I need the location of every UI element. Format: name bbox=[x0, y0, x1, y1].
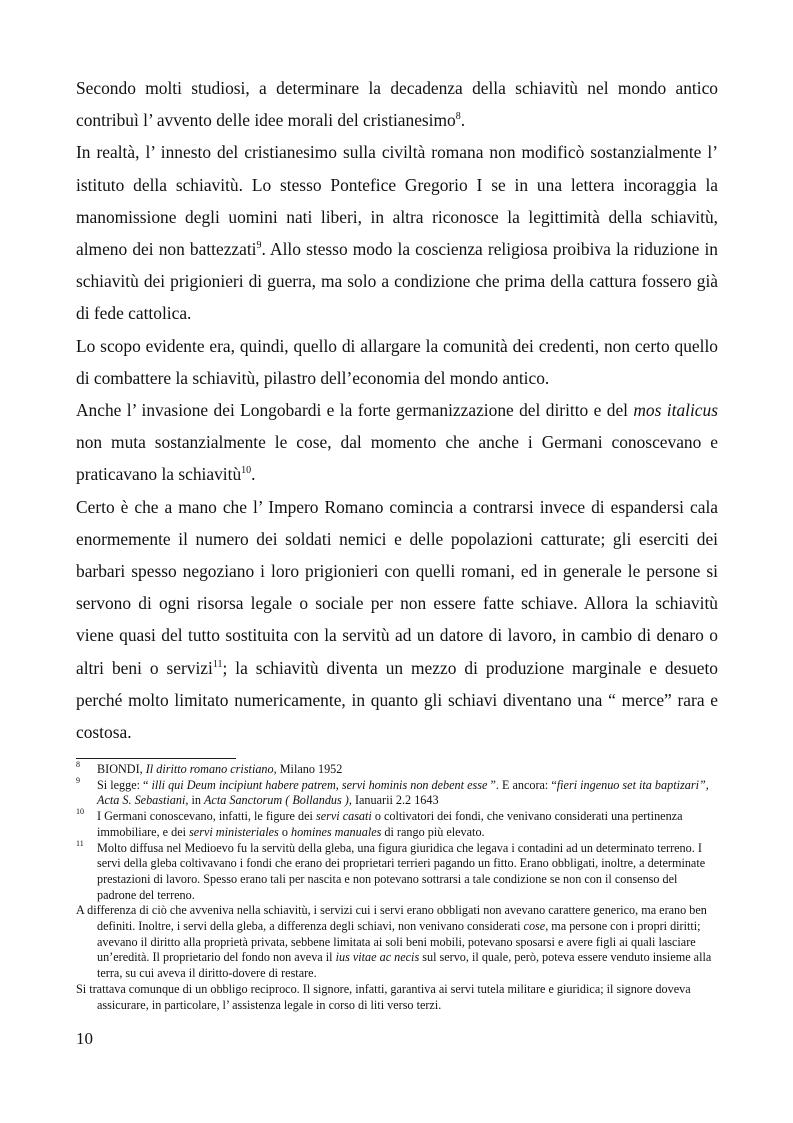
paragraph bbox=[76, 72, 718, 136]
italic-text: fieri ingenuo set ita baptizari”, Acta S. Sebastiani bbox=[97, 777, 709, 808]
text-run: o bbox=[278, 824, 291, 839]
text-run: Certo è che a mano che l’ Impero Romano comincia a contrarsi invece di espandersi cala enormemente il numero dei soldati nemici e delle popolazioni catturate; gli eserciti dei barbari spesso negoziano i loro prigionieri con quelli romani, ed in generale le persone si servono di ogni risorsa legale o sociale per non essere fatte schiave. Allora la schiavitù viene quasi del tutto sostituita con la servitù ad un datore di lavoro, in cambio di denaro o altri beni o servizi bbox=[76, 496, 718, 678]
text-run: . Allo stesso modo la coscienza religiosa proibiva la riduzione in schiavitù dei prigionieri di guerra, ma solo a condizione che prima della cattura fossero già di fede cattolica. bbox=[76, 239, 718, 324]
footnote-reference: 11 bbox=[212, 658, 223, 670]
text-run: . bbox=[251, 464, 256, 485]
page-number: 10 bbox=[76, 1029, 93, 1048]
italic-text: servi casati bbox=[315, 809, 372, 824]
footnote-separator bbox=[76, 758, 236, 759]
text-run: Si legge: “ bbox=[97, 777, 152, 792]
footnote-reference: 8 bbox=[455, 111, 461, 123]
footnote-number: 9 bbox=[76, 775, 80, 785]
italic-text: Il diritto romano cristiano bbox=[145, 762, 274, 776]
text-run: , Milano 1952 bbox=[273, 762, 343, 776]
text-run: sul servo, il quale, però, poteva essere venduto insieme alla terra, su cui aveva il diritto-dovere di restare. bbox=[97, 950, 712, 981]
footnote-reference: 10 bbox=[241, 465, 252, 477]
text-run: BIONDI, bbox=[97, 762, 146, 776]
text-run: ; la schiavitù diventa un mezzo di produzione marginale e desueto perché molto limitato numericamente, in quanto gli schiavi diventano una “ merce” rara e costosa. bbox=[76, 657, 719, 743]
footnote-text bbox=[83, 809, 718, 840]
italic-text: ius vitae ac necis bbox=[335, 950, 420, 965]
text-run: o coltivatori dei fondi, che venivano considerati una pertinenza immobiliare, e dei bbox=[97, 809, 683, 839]
footnote bbox=[76, 838, 718, 904]
paragraph bbox=[76, 136, 718, 329]
text-run: , ma persone con i propri diritti; avevano il diritto alla proprietà privata, sebbene limitata ai soli beni mobili, potevano sposarsi e avere figli ai quali lasciare un’eredità. Il proprietario del fondo non aveva il bbox=[97, 919, 701, 965]
text-run: non muta sostanzialmente le cose, dal momento che anche i Germani conoscevano e praticavano la schiavitù bbox=[76, 432, 718, 485]
text-run: Lo scopo evidente era, quindi, quello di allargare la comunità dei credenti, non certo quello di combattere la schiavitù, pilastro dell’economia del mondo antico. bbox=[76, 335, 718, 388]
body-text bbox=[76, 72, 718, 748]
footnote bbox=[76, 762, 718, 778]
text-run: ”. E ancora: “ bbox=[487, 777, 557, 792]
footnote-text bbox=[83, 841, 718, 904]
footnote-text bbox=[83, 762, 718, 778]
italic-text: Acta Sanctorum ( Bollandus ) bbox=[203, 793, 349, 808]
text-run: In realtà, l’ innesto del cristianesimo sulla civiltà romana non modificò sostanzialmente l’ istituto della schiavitù. Lo stesso Pontefice Gregorio I se in una lettera incoraggia la manomissione degli uomini nati liberi, in altra riconosce la legittimità della schiavitù, almeno dei non battezzati bbox=[76, 142, 718, 260]
text-run: , Ianuarii 2.2 1643 bbox=[348, 793, 439, 808]
footnote-reference: 9 bbox=[256, 240, 262, 252]
footnotes bbox=[76, 762, 718, 1013]
footnote bbox=[76, 775, 718, 809]
paragraph bbox=[76, 394, 718, 491]
italic-text: servi ministeriales bbox=[189, 824, 279, 839]
footnote-continuation bbox=[76, 903, 718, 982]
italic-text: illi qui Deum incipiunt habere patrem, servi hominis non debent esse bbox=[151, 777, 488, 792]
paragraph bbox=[76, 491, 718, 749]
footnote-continuation bbox=[76, 982, 718, 1013]
text-run: Secondo molti studiosi, a determinare la decadenza della schiavitù nel mondo antico contribuì l’ avvento delle idee morali del cristianesimo bbox=[76, 78, 718, 131]
text-run: di rango più elevato. bbox=[381, 824, 485, 839]
text-run: . bbox=[460, 110, 466, 131]
footnote-number: 10 bbox=[76, 807, 84, 817]
text-run: Si trattava comunque di un obbligo reciproco. Il signore, infatti, garantiva ai servi tutela militare e giuridica; il signore doveva assicurare, in particolare, l’ assistenza legale in corso di liti verso terzi. bbox=[76, 981, 691, 1012]
footnote bbox=[76, 809, 718, 840]
footnote-text bbox=[83, 778, 718, 809]
footnote-number: 8 bbox=[76, 760, 80, 769]
italic-text: cose bbox=[523, 919, 546, 934]
text-run: Molto diffusa nel Medioevo fu la servitù della gleba, una figura giuridica che legava i contadini ad un determinato terreno. I servi della gleba coltivavano i fondi che erano dei proprietari terrieri pagando un fitto. Erano obbligati, inoltre, a determinate prestazioni di lavoro. Spesso erano tali per nascita e non potevano sottrarsi a tale condizione se non con il consenso del padrone del terreno. bbox=[97, 840, 706, 902]
text-run: Anche l’ invasione dei Longobardi e la forte germanizzazione del diritto e del bbox=[76, 400, 634, 421]
text-run: I Germani conoscevano, infatti, le figure dei bbox=[97, 809, 316, 824]
footnote-number: 11 bbox=[76, 838, 84, 848]
italic-text: mos italicus bbox=[633, 400, 718, 421]
paragraph bbox=[76, 330, 718, 394]
italic-text: homines manuales bbox=[290, 824, 382, 839]
text-run: A differenza di ciò che avveniva nella schiavitù, i servizi cui i servi erano obbligati non avevano carattere generico, ma erano ben definiti. Inoltre, i servi della gleba, a differenza degli schiavi, non venivano considerati bbox=[76, 903, 707, 934]
text-run: , in bbox=[185, 793, 204, 808]
